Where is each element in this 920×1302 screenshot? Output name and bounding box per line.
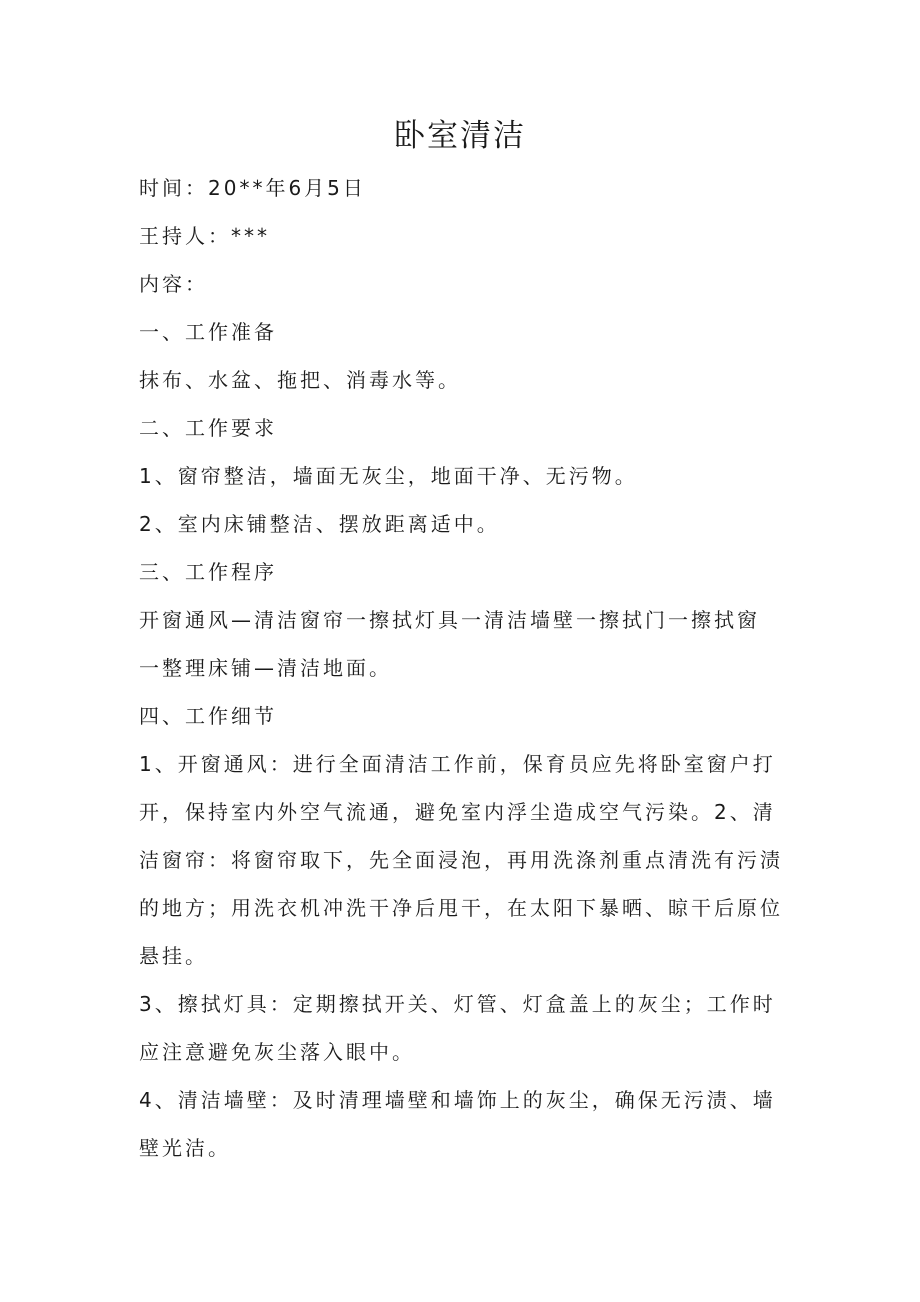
section-3-text-line-2: 一整理床铺—清洁地面。: [139, 656, 392, 680]
section-4-paragraph-2: 3、擦拭灯具：定期擦拭开关、灯管、灯盒盖上的灰尘；工作时应注意避免灰尘落入眼中。: [139, 992, 776, 1064]
time-line: 时间：20**年6月5日: [139, 176, 366, 200]
section-1-text: 抹布、水盆、拖把、消毒水等。: [139, 368, 461, 392]
section-2-heading: 二、工作要求: [139, 416, 277, 440]
document-body: [139, 164, 789, 1172]
section-4-paragraph-3: 4、清洁墙壁：及时清理墙壁和墙饰上的灰尘，确保无污渍、墙壁光洁。: [139, 1088, 776, 1160]
document-title: 卧室清洁: [394, 118, 526, 154]
host-line: 王持人：***: [139, 224, 270, 248]
section-4-heading: 四、工作细节: [139, 704, 277, 728]
section-3-text-line-1: 开窗通风—清洁窗帘一擦拭灯具一清洁墙壁一擦拭门一擦拭窗: [139, 608, 760, 632]
content-label: 内容：: [139, 272, 208, 296]
section-1-heading: 一、工作准备: [139, 320, 277, 344]
section-2-item-2: 2、室内床铺整洁、摆放距离适中。: [139, 512, 500, 536]
section-2-item-1: 1、窗帘整洁，墙面无灰尘，地面干净、无污物。: [139, 464, 638, 488]
section-4-paragraph-1: 1、开窗通风：进行全面清洁工作前，保育员应先将卧室窗户打开，保持室内外空气流通，避免室内浮尘造成空气污染。2、清洁窗帘：将窗帘取下，先全面浸泡，再用洗涤剂重点清洗有污渍的地方；用洗衣机冲洗干净后甩干，在太阳下暴晒、晾干后原位悬挂。: [139, 752, 783, 968]
section-3-heading: 三、工作程序: [139, 560, 277, 584]
